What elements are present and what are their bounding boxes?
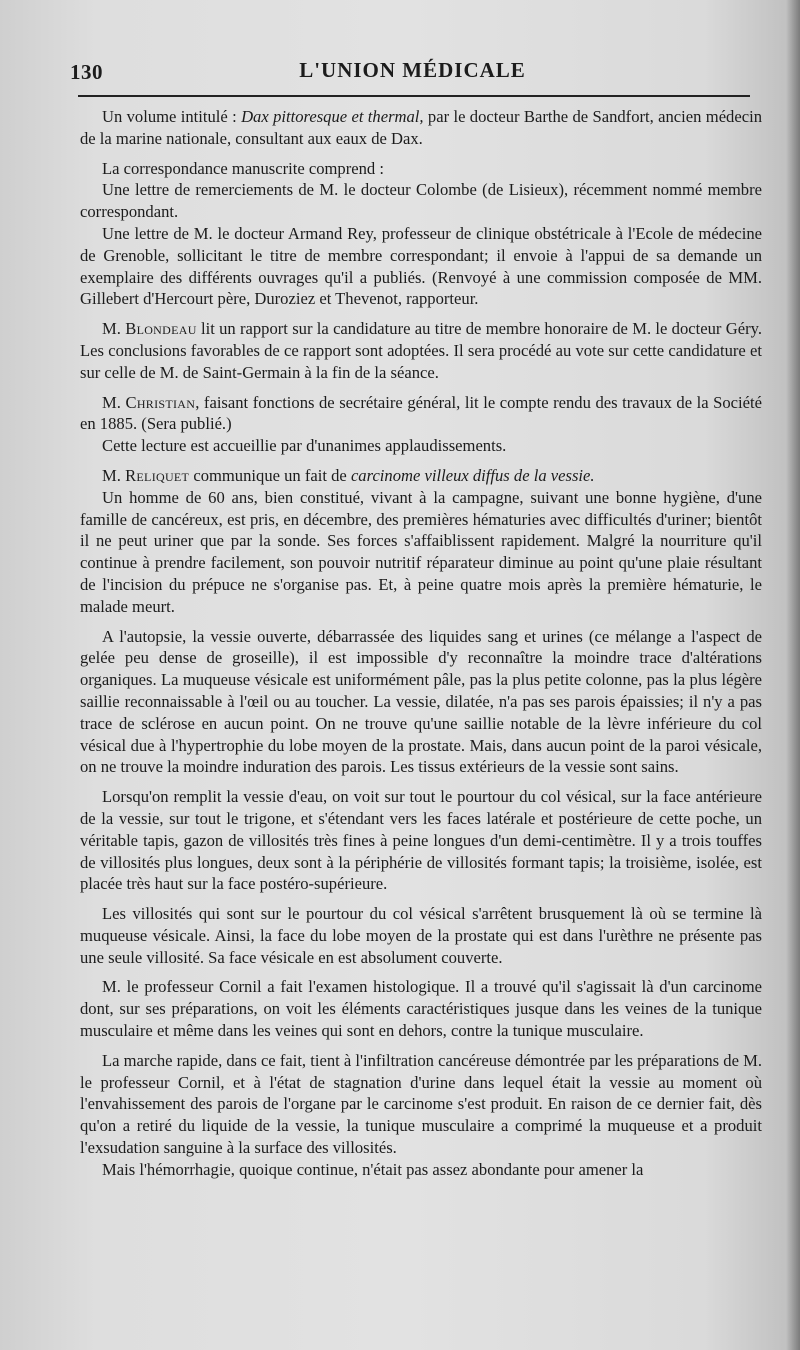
paragraph-text: Cette lecture est accueillie par d'unanimes applaudissements. <box>102 436 507 456</box>
paragraph-text: Une lettre de remerciements de M. le docteur Colombe (de Lisieux), récemment nommé membre correspondant. <box>80 180 762 222</box>
paragraph-text: Une lettre de M. le docteur Armand Rey, professeur de clinique obstétricale à l'Ecole de médecine de Grenoble, sollicitant le titre de membre correspondant; il envoie à l'appui de sa demande un exemplaire des différents ouvrages qu'il a publiés. (Renvoyé à une commission composée de MM. Gillebert d'Hercourt père, Duroziez et Thevenot, rapporteur. <box>80 223 762 309</box>
body-text <box>80 106 762 1181</box>
running-title: L'UNION MÉDICALE <box>299 58 526 82</box>
paragraph <box>80 626 762 779</box>
paragraph <box>80 318 762 383</box>
speaker-name: Blondeau <box>125 319 197 339</box>
paragraph-text: Un homme de 60 ans, bien constitué, vivant à la campagne, suivant une bonne hygiène, d'une famille de cancéreux, est pris, en décembre, des premières hématuries avec difficultés d'uriner; bientôt il ne peut uriner que par la sonde. Ses forces s'affaiblissent rapidement. Malgré la nourriture qu'il continue à prendre facilement, son pouvoir nutritif réparateur diminue au point qu'une plaie résultant de l'incision du prépuce ne s'organise pas. Et, à peine quatre mois après la première hématurie, le malade meurt. <box>80 487 762 616</box>
paragraph <box>80 392 762 436</box>
paragraph-text: par le docteur Barthe de Sandfort, ancien médecin de la marine nationale, consultant aux eaux de Dax. <box>80 107 762 148</box>
paragraph <box>80 1050 762 1159</box>
paragraph-text: M. <box>102 465 126 485</box>
paragraph-text: M. <box>102 319 126 339</box>
speaker-name: Christian <box>125 392 196 412</box>
paragraph <box>80 106 762 150</box>
paragraph <box>80 976 762 1041</box>
paragraph-text: Mais l'hémorrhagie, quoique continue, n'était pas assez abondante pour amener la <box>102 1159 644 1179</box>
page-header <box>70 58 755 88</box>
paragraph <box>80 179 762 223</box>
italic-text: carcinome villeux diffus de la vessie. <box>350 465 595 485</box>
paragraph <box>80 465 762 487</box>
paragraph <box>80 435 762 457</box>
paragraph <box>80 487 762 618</box>
paragraph-text: M. le professeur Cornil a fait l'examen histologique. Il a trouvé qu'il s'agissait là d'un carcinome dont, sur ses préparations, on voit les éléments caractéristiques jusque dans les veines de la tunique musculaire et même dans les veines qui sont en dehors, contre la tunique musculaire. <box>80 977 762 1041</box>
page-number: 130 <box>70 60 103 84</box>
paragraph-text: La correspondance manuscrite comprend : <box>102 158 384 178</box>
paragraph-text: Lorsqu'on remplit la vessie d'eau, on voit sur tout le pourtour du col vésical, sur la face antérieure de la vessie, sur tout le trigone, et s'étendant vers les faces latérale et postérieure de cette poche, un véritable tapis, gazon de villosités très fines à peine longues d'un demi-centimètre. Il y a trois touffes de villosités plus longues, deux sont à la périphérie de villosités formant tapis; la troisième, isolée, est placée très haut sur la face postéro-supérieure. <box>80 787 762 894</box>
speaker-name: Reliquet <box>125 465 190 485</box>
header-rule <box>78 95 750 97</box>
paragraph <box>80 1159 762 1181</box>
paragraph-text: A l'autopsie, la vessie ouverte, débarrassée des liquides sang et urines (ce mélange a l'aspect de gelée peu dense de groseille), il est impossible d'y reconnaître la moindre trace d'altérations organiques. La muqueuse vésicale est uniformément pâle, pas la plus petite colonne, pas la plus légère saillie reconnaissable à l'œil ou au toucher. La vessie, dilatée, n'a pas ses parois épaissies; il n'y a pas trace de sclérose en aucun point. On ne trouve qu'une saillie notable de la lèvre inférieure du col vésical due à l'hypertrophie du lobe moyen de la prostate. Mais, dans aucun point de la paroi vésicale, on ne trouve la moindre induration des parois. Les tissus extérieurs de la vessie sont sains. <box>80 626 762 777</box>
paragraph-text: lit un rapport sur la candidature au titre de membre honoraire de M. le docteur Géry. Les conclusions favorables de ce rapport sont adoptées. Il sera procédé au vote sur cette candidature et sur celle de M. de Saint-Germain à la fin de la séance. <box>80 319 762 382</box>
italic-text: Dax pittoresque et thermal, <box>241 107 424 126</box>
paragraph-text: , faisant fonctions de secrétaire général, lit le compte rendu des travaux de la Société en 1885. (Sera publié.) <box>80 392 762 434</box>
paragraph-text: Les villosités qui sont sur le pourtour du col vésical s'arrêtent brusquement là où se termine là muqueuse vésicale. Ainsi, la face du lobe moyen de la prostate qui est dans l'urèthre ne présente pas une seule villosité. Sa face vésicale en est absolument couverte. <box>80 904 762 967</box>
paragraph-text: M. <box>102 392 126 412</box>
paragraph-text: La marche rapide, dans ce fait, tient à l'infiltration cancéreuse démontrée par les préparations de M. le professeur Cornil, et à l'état de stagnation d'urine dans lequel était la vessie au moment où l'envahissement des parois de l'organe par le carcinome s'est produit. En raison de ce dernier fait, dès qu'on a retiré du liquide de la vessie, la tunique musculaire a comprimé la muqueuse et a produit l'exsudation sanguine à la surface des villosités. <box>80 1050 762 1158</box>
paragraph-text: communique un fait de <box>189 465 351 485</box>
page-edge-shadow <box>786 0 800 1350</box>
paragraph <box>80 903 762 968</box>
paragraph <box>80 223 762 310</box>
paragraph <box>80 786 762 895</box>
paragraph <box>80 158 762 180</box>
paragraph-text: Un volume intitulé : <box>102 107 242 126</box>
